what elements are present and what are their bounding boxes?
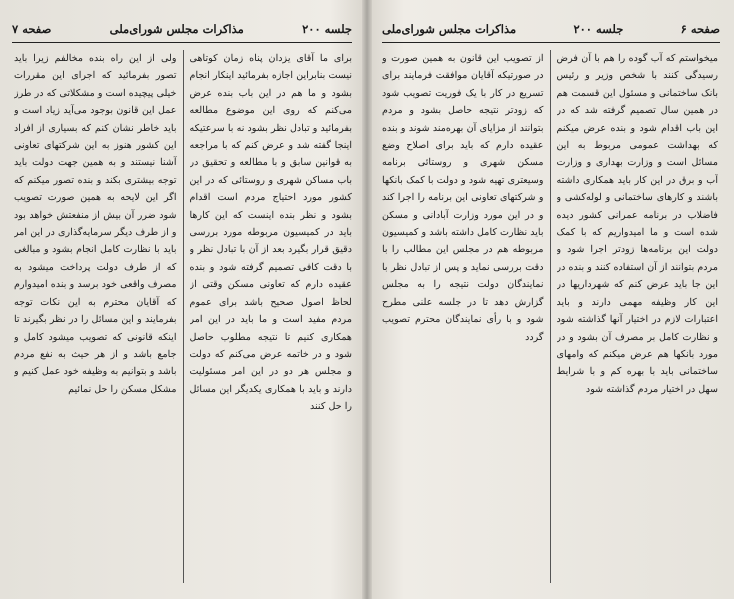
header-rule [12, 42, 352, 43]
page-number: صفحه ۶ [680, 22, 720, 36]
header-title: مذاکرات مجلس شورای‌ملی [382, 22, 517, 36]
text-column-right: برای ما آقای یزدان پناه زمان کوتاهی نیست بنابراین اجازه بفرمائید اینکار انجام بشود و ما هم در این باب بنده عرض می‌کنم که روی این موضوع مطالعه بفرمائید و تبادل نظر بشود نه با سرعتیکه اینجا گفته شد و عرض کنم که با مراجعه به قوانین سابق و با مطالعه و تحقیق در باب مساکن شهری و روستائی که در این کشور مورد احتیاج مردم است اقدام بشود و نظر بنده اینست که این کارها باید در کمیسیون مربوطه مورد بررسی دقیق قرار بگیرد بعد از آن با تبادل نظر و با دقت کافی تصمیم گرفته شود و بنده عقیده دارم که تعاونی مسکن وقتی از لحاظ اصول صحیح باشد برای عموم مردم مفید است و ما باید در این امر همکاری کنیم تا نتیجه مطلوب حاصل شود و در خاتمه عرض می‌کنم که دولت و مجلس هر دو در این امر مسئولیت دارند و باید با همکاری یکدیگر این مسائل را حل کنند [189, 53, 352, 413]
right-page [372, 0, 734, 599]
column-divider [183, 50, 184, 583]
left-page-columns [14, 50, 352, 583]
header-rule [382, 42, 720, 43]
text-column-left: از تصویب این قانون به همین صورت و در صورتیکه آقایان موافقت فرمایند برای تسریع در کار با یک فوریت تصویب شود که زودتر نتیجه حاصل بشود و مردم بتوانند از مزایای آن بهره‌مند شوند و بنده عقیده دارم که باید برای اصلاح وضع مسکن شهری و روستائی برنامه وسیعتری تهیه شود و دولت با کمک بانکها و شرکتهای تعاونی این برنامه را اجرا کند و در این مورد وزارت آبادانی و مسکن باید نظارت کامل داشته باشد و کمیسیون مربوطه هم در مجلس این مطالب را با دقت بررسی نماید و پس از تبادل نظر با نمایندگان دولت نتیجه را به مجلس گزارش دهد تا در جلسه علنی مطرح شود و با رأی نمایندگان محترم تصویب گردد [382, 53, 544, 343]
book-gutter [362, 0, 372, 599]
text-column-right: میخواستم که آب گوده را هم با آن فرض رسیدگی کنند با شخص وزیر و رئیس بانک ساختمانی و مسئول این قسمت هم در همین سال تصمیم گرفته شد که در این باب اقدام شود و بنده عرض میکنم که بهداشت عمومی مربوط به این مسائل است و وزارت بهداری و وزارت آب و برق در این کار باید همکاری داشته باشند و کارهای ساختمانی و لوله‌کشی و فاضلاب در برنامه عمرانی کشور دیده شده است و ما امیدواریم که با کمک دولت این برنامه‌ها زودتر اجرا شود و مردم بتوانند از آن استفاده کنند و بنده در این جا باید عرض کنم که شهرداریها در این کار وظیفه مهمی دارند و باید اعتبارات لازم در اختیار آنها گذاشته شود و نظارت کامل بر مصرف آن بشود و در مورد بانکها هم عرض میکنم که وامهای ساختمانی باید با بهره کم و با شرایط سهل در اختیار مردم گذاشته شود [556, 53, 718, 395]
right-page-header [382, 18, 720, 40]
header-title: مذاکرات مجلس شورای‌ملی [109, 22, 244, 36]
page-number: صفحه ۷ [12, 22, 52, 36]
text-column-left: ولی از این راه بنده مخالفم زیرا باید تصور بفرمائید که اجرای این مقررات خیلی پیچیده است و مشکلاتی که در طرز عمل این قانون بوجود می‌آید زیاد است و باید خاطر نشان کنم که بسیاری از افراد این کشور هنوز به این شرکتهای تعاونی آشنا نیستند و به همین جهت دولت باید توجه بیشتری بکند و بنده تصور میکنم که اگر این لایحه به همین صورت تصویب شود ضرر آن بیش از منفعتش خواهد بود و از طرف دیگر سرمایه‌گذاری در این امر باید با نظارت کامل انجام بشود و مبالغی که از طرف دولت پرداخت میشود به مصرف واقعی خود برسد و بنده امیدوارم که آقایان محترم به این نکات توجه بفرمایند و این مسائل را در نظر بگیرند تا اینکه قانونی که تصویب میشود کامل و جامع باشد و از هر حیث به نفع مردم باشد و بتوانیم به وظیفه خود عمل کنیم و مشکل مسکن را حل نمائیم [14, 53, 177, 395]
column-divider [550, 50, 551, 583]
session-label: جلسه ۲۰۰ [573, 22, 624, 36]
left-page [0, 0, 362, 599]
left-page-header [12, 18, 352, 40]
right-page-columns [382, 50, 718, 583]
session-label: جلسه ۲۰۰ [302, 22, 352, 36]
